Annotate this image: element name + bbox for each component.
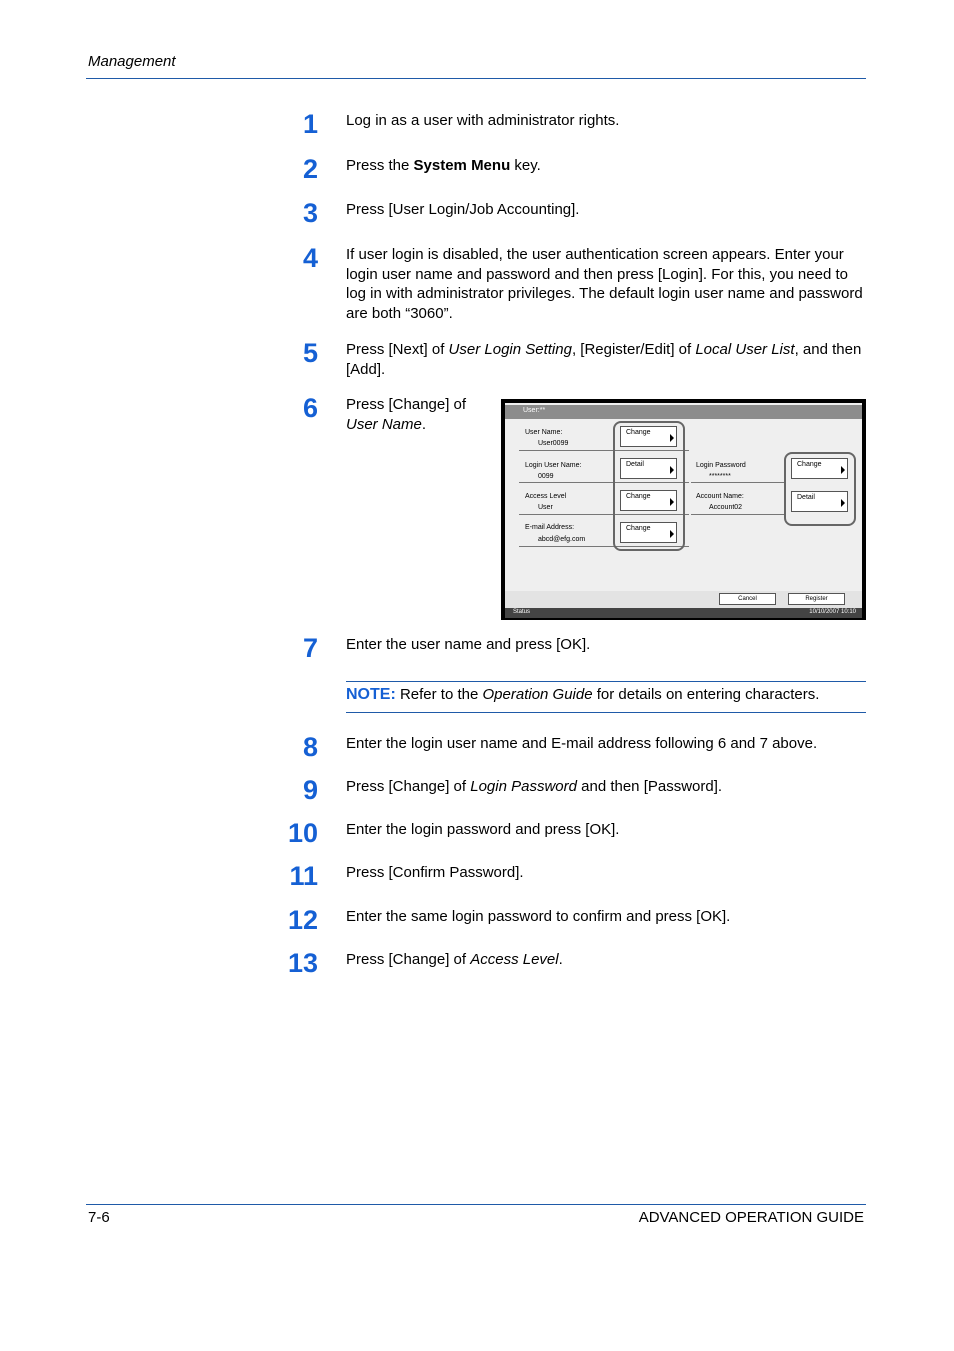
header-rule	[86, 78, 866, 79]
user-name-value: User0099	[538, 440, 569, 447]
step-text: Press [Confirm Password].	[346, 864, 524, 881]
footer-rule	[86, 1204, 866, 1205]
step-number: 1	[302, 109, 318, 139]
login-password-label: Login Password	[696, 462, 746, 469]
status-button[interactable]: Status	[513, 609, 531, 615]
access-level-change-button[interactable]: Change	[620, 490, 677, 511]
panel-bottom-bar	[505, 591, 862, 608]
login-user-name-label: Login User Name:	[525, 462, 582, 469]
running-header: Management	[88, 53, 176, 70]
step-text: Enter the login user name and E-mail address following 6 and 7 above.	[346, 735, 818, 752]
step-number: 11	[289, 861, 318, 891]
account-name-label: Account Name:	[696, 493, 744, 500]
email-value: abcd@efg.com	[538, 536, 586, 543]
step-number: 3	[302, 198, 318, 228]
note-label: NOTE:	[346, 686, 396, 703]
status-datetime: 10/10/2007 10:10	[809, 609, 856, 615]
access-level-label: Access Level	[525, 493, 567, 500]
login-password-value: ********	[709, 473, 731, 480]
step-number: 2	[302, 154, 318, 184]
account-name-value: Account02	[709, 504, 743, 511]
step-text: Press [User Login/Job Accounting].	[346, 201, 580, 218]
login-user-name-detail-button[interactable]: Detail	[620, 458, 677, 479]
step-number: 8	[302, 732, 318, 762]
page-number: 7-6	[88, 1209, 110, 1226]
user-edit-panel	[501, 399, 866, 620]
register-button[interactable]: Register	[788, 593, 845, 605]
step-number: 5	[302, 338, 318, 368]
note-text: Refer to the Operation Guide for details on entering characters.	[399, 686, 820, 703]
panel-title: User:**	[523, 407, 546, 414]
login-password-change-button[interactable]: Change	[791, 458, 848, 479]
step-text: Press [Change] of Login Password and then [Password].	[346, 778, 723, 795]
user-name-change-button[interactable]: Change	[620, 426, 677, 447]
step-number: 12	[287, 905, 318, 935]
step-text: Press [Next] of User Login Setting, [Register/Edit] of Local User List, and then [Add].	[346, 341, 862, 378]
status-bar	[505, 608, 862, 618]
step-number: 6	[302, 393, 318, 423]
step-text: Enter the user name and press [OK].	[346, 636, 591, 653]
step-text: Press [Change] of Access Level.	[346, 951, 563, 968]
email-label: E-mail Address:	[525, 524, 575, 531]
step-text: Press [Change] of User Name.	[346, 396, 467, 433]
step-number: 4	[302, 243, 318, 273]
user-name-label: User Name:	[525, 429, 563, 436]
guide-title: ADVANCED OPERATION GUIDE	[638, 1209, 864, 1226]
account-name-detail-button[interactable]: Detail	[791, 491, 848, 512]
step-text: Press the System Menu key.	[346, 157, 541, 174]
access-level-value: User	[538, 504, 553, 511]
divider	[691, 482, 786, 483]
step-text: Log in as a user with administrator rights.	[346, 112, 620, 129]
email-change-button[interactable]: Change	[620, 522, 677, 543]
step-text: Enter the same login password to confirm and press [OK].	[346, 908, 731, 925]
step-text: Enter the login password and press [OK].	[346, 821, 620, 838]
login-user-name-value: 0099	[538, 473, 554, 480]
note-box	[346, 681, 866, 713]
cancel-button[interactable]: Cancel	[719, 593, 776, 605]
panel-title-bar	[505, 405, 862, 419]
divider	[691, 514, 786, 515]
step-number: 13	[287, 948, 318, 978]
step-text: If user login is disabled, the user authentication screen appears. Enter your login user name and password and then press [Login]. For this, you need to log in with administrator privileges. The default login user name and password are both “3060”.	[346, 246, 863, 322]
step-number: 10	[287, 818, 318, 848]
step-number: 7	[302, 633, 318, 663]
step-number: 9	[302, 775, 318, 805]
